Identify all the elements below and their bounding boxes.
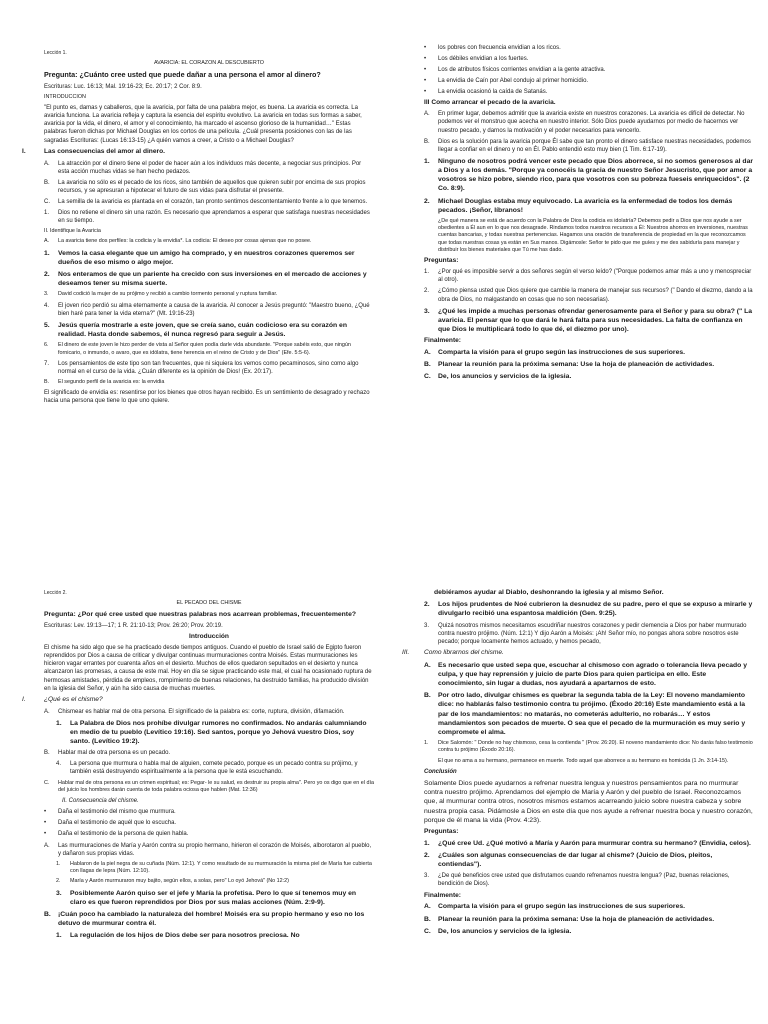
- question-item-text: ¿Qué les impide a muchas personas ofrendar generosamente para el Señor y para su obra? (" La avaricia. El pensar que lo que dará le hará falta para sus necesidades. La falta de confianza en que Dios le multiplicará todo lo que dé, el diezmo por uno).: [438, 307, 753, 333]
- lesson2-section3-list: [424, 661, 754, 765]
- list-item-number: [424, 218, 438, 254]
- list-item: [44, 842, 374, 858]
- list-item-text: La persona que murmura o habla mal de alguien, comete pecado, porque es un pecado contra su prójimo, y también está destruyendo espiritualmente a la persona que le está escuchando.: [70, 761, 358, 776]
- list-item-text: En primer lugar, debemos admitir que la avaricia existe en nuestros corazones. La avaricia es difícil de detectar. No podemos ver el monstruo que acecha en nuestro interior. Sólo Dios puede ayudarnos por medio de hacernos ver nuestro pecado, y darnos la motivación y el poder necesarios para vencerlo.: [438, 111, 745, 134]
- list-item-number: B.: [44, 179, 50, 186]
- list-item: [424, 600, 754, 618]
- question-item-number: 2.: [424, 851, 430, 859]
- bullet-icon: •: [44, 820, 47, 827]
- list-item-text: Jesús quería mostrarle a este joven, que se creía sano, cuán codicioso era su corazón en realidad. Hasta donde sabemos, él nunca regresó para seguir a Jesús.: [58, 321, 347, 339]
- list-item-text: La avaricia tiene dos perfiles: la codicia y la envidia*. La codicia: El deseo por cosas ajenas que no posee.: [58, 238, 312, 245]
- list-item-number: C.: [44, 198, 50, 205]
- list-item: [424, 691, 754, 737]
- list-item: [44, 249, 374, 267]
- list-item-text: Dios es la solución para la avaricia porque Él sabe que tan pronto el dinero satisface nuestras necesidades, podemos llegar a confiar en el dinero y no en Él. Pablo entendió esto muy bien (1 Tim. 6:17-19).: [438, 138, 751, 153]
- list-item: [56, 878, 374, 885]
- list-item: [424, 157, 754, 194]
- list-item-number: A.: [44, 160, 50, 167]
- lesson1-finally-heading: Finalmente:: [424, 337, 462, 345]
- finally-item-text: De, los anuncios y servicios de la iglesia.: [438, 927, 572, 935]
- question-item-text: ¿Cuáles son algunas consecuencias de dar lugar al chisme? (Juicio de Dios, pleitos, contiendas").: [438, 851, 713, 869]
- bullet-item: [424, 44, 754, 52]
- list-item: [44, 291, 374, 298]
- lesson2-section1-list: [44, 708, 374, 794]
- list-item: [44, 910, 374, 928]
- lesson2-section2-continued-list: [424, 600, 754, 646]
- bullet-item-text: los pobres con frecuencia envidian a los ricos.: [438, 45, 561, 51]
- finally-item-number: A.: [424, 903, 431, 911]
- bullet-icon: •: [424, 78, 427, 85]
- lesson2-scriptures: Escrituras: Lev. 19:13—17; 1 R. 21:10-13; Prov. 26:20; Prov. 20:19.: [44, 623, 223, 630]
- question-item-text: ¿De qué beneficios cree usted que disfrutamos cuando refrenamos nuestra lengua? (Paz, buenas relaciones, bendición de Dios).: [438, 873, 730, 888]
- lesson1-section1-heading: I. Las consecuencias del amor al dinero.: [22, 147, 165, 155]
- list-item-number: A.: [424, 111, 430, 118]
- lesson1-scriptures: Escrituras: Luc. 16:13; Mal. 19:16-23; Ec. 20:17; 2 Cor. 8:9.: [44, 83, 202, 90]
- list-item-number: 2.: [44, 271, 50, 279]
- lesson1-column-right: [424, 44, 754, 514]
- list-item: [44, 360, 374, 376]
- lesson1-questions-heading: Preguntas:: [424, 257, 459, 265]
- lesson1-finally-list: [424, 348, 754, 382]
- finally-item: [424, 915, 754, 924]
- question-item: [424, 872, 754, 888]
- list-item-number: B.: [44, 910, 51, 918]
- lesson1-envy-text: El significado de envidia es: resentirse por los bienes que otros hayan recibido. Es un sentimiento de desagrado y rechazo hacia una persona que tiene lo que uno quiere.: [44, 390, 370, 405]
- list-item: [424, 110, 754, 134]
- finally-item-number: A.: [424, 349, 431, 357]
- list-item-text: Los hijos prudentes de Noé cubrieron la desnudez de su padre, pero el que se expuso a mirarle y divulgarlo recibió una espantosa maldición (Gen. 9:25).: [438, 601, 753, 618]
- lesson2-conclusion-heading: Conclusión: [424, 768, 457, 775]
- lesson2-conclusion-text: Solamente Dios puede ayudarnos a refrenar nuestra lengua y nuestros pensamientos para no murmurar contra nuestro prójimo. Aprendamos del ejemplo de María y Aarón y del pueblo de Israel. Reconozcamos que, al murmurar contra otros, nosotros mismos estamos acarreando juicio sobre nuestra cabeza y sobre nuestra propia casa. Pidámosle a Dios en este día que nos ayude a refrenar nuestra boca y nuestro corazón, porque de él mana la vida (Prov. 4:23).: [424, 780, 753, 824]
- list-item-text: La avaricia no sólo es el pecado de los ricos, sino también de aquellos que quieren subir por encima de sus propios recursos, y se apresuran a hipotecar el futuro de sus vidas para disfrutar el presente.: [58, 179, 366, 194]
- list-item-number: C.: [44, 779, 50, 786]
- bullet-item: [424, 55, 754, 63]
- list-item: [424, 138, 754, 154]
- list-item-number: 1.: [56, 860, 61, 867]
- list-item-text: La atracción por el dinero tiene el poder de hacer aún a los individuos más decente, a negociar sus principios. Por esta acción muchas vidas se han hecho pedazos.: [58, 160, 362, 175]
- list-item-number: 1.: [44, 209, 50, 216]
- list-item-text: ¡Cuán poco ha cambiado la naturaleza del hombre! Moisés era su propio hermano y eso no los detuvo de murmurar contra él.: [58, 910, 365, 928]
- list-item: [44, 302, 374, 318]
- lesson1-number: Lección 1.: [44, 50, 67, 56]
- lesson1-title: AVARICIA: EL CORAZON AL DESCUBIERTO: [153, 59, 265, 66]
- list-item-number: 5.: [44, 321, 50, 329]
- list-item-number: 1.: [424, 157, 430, 165]
- list-item: [44, 749, 374, 757]
- lesson2-section3-heading: III. Como librarnos del chisme.: [402, 648, 504, 656]
- lesson1-section2-heading: II. Identifique la Avaricia: [44, 228, 101, 235]
- list-item: [424, 758, 754, 765]
- lesson1-intro-text: "El punto es, damas y caballeros, que la avaricia, por falta de una palabra mejor, es buena. La avaricia es correcta. La avaricia funciona. La avaricia refleja y captura la esencia del espíritu evolutivo. La avaricia en todas sus formas a saber, avaricia por la vida, el dinero, el amor y el conocimiento, ha marcado el ascenso glorioso de la humanidad…" Estas palabras fueron dichas por Michael Douglas en los cortos de una película. ¿Cuál presenta posiciones con las de las sagradas Escrituras: (Lucas 16:13-15) ¿A quién vamos a creer, a Cristo o a Michael Douglas?: [44, 105, 362, 144]
- list-item-number: B.: [424, 692, 431, 700]
- list-item: [44, 179, 374, 195]
- question-item-text: ¿Por qué es imposible servir a dos señores según el verso leído? ("Porque podemos amar más a uno y menospreciar al otro).: [438, 269, 752, 284]
- lesson2-number: Lección 2.: [44, 590, 67, 596]
- list-item-text: El joven rico perdió su alma eternamente a causa de la avaricia. Al conocer a Jesús preguntó: "Maestro bueno, ¿Qué bien haré para tener la vida eterna?" (Mt. 19:16-23): [58, 302, 370, 317]
- lesson1-questions-list: [424, 268, 754, 334]
- list-item-text: Hablar mal de otra persona es un crimen espiritual; es: Pegar- le su salud, es destruir su propia alma". Pero yo os digo que en el día del juicio los hombres darán cuenta de toda palabra ociosa que hablen (Mat. 12:36): [58, 779, 374, 793]
- list-item-number: B.: [424, 138, 430, 145]
- list-item: [424, 661, 754, 689]
- list-item-text: Michael Douglas estaba muy equivocado. La avaricia es la enfermedad de todos los demás pecados. ¡Señor, líbranos!: [438, 197, 733, 214]
- list-item: [56, 889, 374, 907]
- list-item-number: B.: [44, 379, 50, 386]
- list-item: [424, 218, 754, 254]
- bullet-icon: •: [424, 45, 427, 51]
- list-item-text: María y Aarón murmuraron muy bajito, según ellos, a solas, pero" Lo oyó Jehová" (No 12:2): [70, 878, 289, 885]
- list-item-number: 4.: [44, 302, 50, 309]
- list-item-text: Ninguno de nosotros podrá vencer este pecado que Dios aborrece, si no somos generosos al dar a Dios y a los demás. "Porque ya conocéis la gracia de nuestro Señor Jesucristo, que por amor a vosotros se hizo pobre, siendo rico, para que vosotros con su pobreza fueseis enriquecidos". (2 Co. 8:9).: [438, 157, 753, 193]
- finally-item-number: B.: [424, 361, 431, 369]
- list-item-text: Hablar mal de otra persona es un pecado.: [58, 750, 171, 757]
- list-item-text: Los pensamientos de este tipo son tan frecuentes, que ni siquiera los vemos como pecaminosos, sino como algo normal en el curso de la vida. ¿Cuán diferente es la opinión de Dios! (Ex. 20:17).: [58, 360, 359, 375]
- lesson2-section2-list: [44, 842, 374, 941]
- list-item-text: Dice Salomón: " Donde no hay chismoso, cesa la contienda " (Prov. 26:20). El noveno mandamiento dice: No darás falso testimonio contra tu prójimo (Éxodo 20:16).: [438, 740, 753, 754]
- list-item-text: Nos enteramos de que un pariente ha crecido con sus inversiones en el mercado de acciones y deseamos tener su misma suerte.: [58, 271, 367, 288]
- list-item: [424, 197, 754, 215]
- lesson2-column-left: [22, 590, 374, 1024]
- list-item-text: ¿De qué manera se está de acuerdo con la Palabra de Dios la codicia es idolatría? Debemos pedir a Dios que nos ayude a ser obedientes a Él aun en lo que nos desagrade. Rindamos todos nuestros recursos a Él: Nuestros ahorros en inversiones, nuestras cuentas bancarias, y todas nuestras pertenencias. Hagamos una oración de transferencia de propiedad en la que reconozcamos que todas nuestras cosas ya están en Sus manos. Digámosle: Señor te pido que me guíes y me des sabiduría para manejar y distribuir los bienes materiales que Tú me has dado.: [438, 217, 748, 254]
- bullet-item-text: Los débiles envidian a los fuertes.: [438, 56, 529, 63]
- lesson2-questions-list: [424, 839, 754, 889]
- question-item-number: 3.: [424, 307, 430, 315]
- list-item-text: Chismear es hablar mal de otra persona. El significado de la palabra es: corte, ruptura, división, difamación.: [58, 708, 345, 715]
- list-item: [424, 622, 754, 646]
- list-item-number: 4.: [56, 761, 62, 768]
- list-item: [44, 321, 374, 339]
- finally-item-number: B.: [424, 915, 431, 923]
- bullet-item-text: La envidia de Caín por Abel condujo al primer homicidio.: [438, 78, 589, 85]
- lesson1-section3-list: [424, 110, 754, 254]
- list-item: [56, 931, 374, 940]
- lesson1-section3-heading: III Como arrancar el pecado de la avaricia.: [424, 99, 556, 107]
- list-item-text: La Palabra de Dios nos prohíbe divulgar rumores no confirmados. No andarás calumniando en medio de tu pueblo (Levítico 19:16). Sed santos, porque yo Jehová vuestro Dios, soy santo. (Levítico 19:2).: [70, 719, 367, 746]
- list-item-number: A.: [44, 842, 50, 849]
- lesson1-question: Pregunta: ¿Cuánto cree usted que puede dañar a una persona el amor al dinero?: [44, 70, 321, 80]
- lesson1-intro-heading: INTRODUCCION: [44, 93, 86, 100]
- list-item: [44, 238, 374, 245]
- bullet-item-text: La envidia ocasionó la caída de Satanás.: [438, 89, 548, 96]
- bullet-icon: •: [44, 809, 47, 816]
- finally-item-text: Planear la reunión para la próxima semana: Use la hoja de planeación de actividades.: [438, 915, 715, 923]
- list-item-number: A.: [44, 708, 50, 715]
- bullet-icon: •: [424, 89, 427, 96]
- question-item: [424, 268, 754, 284]
- list-item: [56, 861, 374, 876]
- bullet-item-text: Los de atributos físicos corrientes envidian a la gente atractiva.: [438, 67, 606, 74]
- question-item: [424, 839, 754, 848]
- list-item-number: 1.: [56, 719, 62, 727]
- question-item-number: 1.: [424, 839, 430, 847]
- lesson2-finally-list: [424, 902, 754, 936]
- list-item-number: 3.: [56, 889, 62, 897]
- bullet-item: [44, 819, 374, 827]
- list-item-number: 1.: [56, 932, 62, 940]
- list-item-number: 1.: [44, 249, 50, 257]
- bullet-icon: •: [424, 67, 427, 74]
- list-item-number: 1.: [424, 740, 429, 747]
- list-item: [44, 780, 374, 795]
- lesson2-section1-heading: I. ¿Qué es el chisme?: [22, 695, 103, 703]
- list-item-text: El segundo perfil de la avaricia es: la envidia: [58, 379, 165, 386]
- list-item-number: [424, 758, 438, 765]
- question-item-text: ¿Cómo piensa usted que Dios quiere que cambie la manera de manejar sus recursos? (" Dando el diezmo, dando a la obra de Dios, no malgastando en cosas que no son necesarias).: [438, 288, 753, 303]
- list-item: [44, 270, 374, 288]
- bullet-item: [44, 830, 374, 838]
- lesson2-intro-text: El chisme ha sido algo que se ha practicado desde tiempos antiguos. Cuando el pueblo de Israel salió de Egipto fueron reprendidos por Dios a causa de criticar y divulgar continuas murmuraciones contra Moisés. Estas murmuraciones les hicieron vagar errantes por cuarenta años en el desierto. Muchos de ellos quedaron sepultados en el desierto y nunca alcanzaron las promesas, a causa de este mal. Hoy en día se sigue practicando este mal, el cual ha ocasionado ruptura de hermosas amistades, pérdida de empleos, rompimiento de buenas relaciones, ha destruido familias, ha producido división en la iglesia del Señor, y aún ha sido causa de muchas muertes.: [44, 645, 372, 692]
- finally-item-text: De, los anuncios y servicios de la iglesia.: [438, 373, 572, 381]
- list-item-text: Las murmuraciones de María y Aarón contra su propio hermano, hirieron el corazón de Moisés, alborotaron al pueblo, y dañaron sus propias vidas.: [58, 842, 372, 857]
- lesson1-column-left: [22, 50, 374, 510]
- lesson2-question: Pregunta: ¿Por qué cree usted que nuestras palabras nos acarrean problemas, frecuentemente?: [44, 611, 356, 619]
- lesson1-section1-list: [44, 160, 374, 226]
- finally-item-number: C.: [424, 373, 431, 381]
- bullet-item: [44, 808, 374, 816]
- finally-item: [424, 360, 754, 369]
- finally-item: [424, 348, 754, 357]
- finally-item-text: Comparta la visión para el grupo según las instrucciones de sus superiores.: [438, 903, 686, 911]
- finally-item-text: Comparta la visión para el grupo según las instrucciones de sus superiores.: [438, 349, 686, 357]
- list-item: [44, 198, 374, 206]
- list-item-text: Quizá nosotros mismos necesitamos escudriñar nuestros corazones y pedir clemencia a Dios por haber murmurado contra nuestro prójimo. (Núm. 12:1) Y dijo Aarón a Moisés: ¡Ah! Señor mío, no pongas ahora sobre nosotros este pecado; porque locamente hemos actuado, y hemos pecado,: [438, 622, 747, 645]
- lesson2-finally-heading: Finalmente:: [424, 891, 462, 899]
- list-item: [44, 342, 374, 357]
- list-item-text: Por otro lado, divulgar chismes es quebrar la segunda tabla de la Ley: El noveno mandamiento dice: no hablarás falso testimonio contra tu prójimo. (Éxodo 20:16) Este mandamiento está a la par de los mandamientos: no matarás, no cometerás adulterio, no robarás… Y estos mandamientos son pecados de muerte. O sea que el pecado de la murmuración es muy serio y compromete el alma.: [438, 692, 746, 736]
- bullet-item: [424, 77, 754, 85]
- list-item: [424, 740, 754, 755]
- lesson2-consequence-bullets: [44, 808, 374, 838]
- question-item-number: 2.: [424, 288, 430, 295]
- list-item-number: 3.: [424, 622, 430, 629]
- bullet-item-text: Daña el testimonio del mismo que murmura.: [58, 809, 176, 816]
- bullet-item: [424, 88, 754, 96]
- list-item-text: Hablaron de la piel negra de su cuñada (Núm. 12:1). Y como resultado de su murmuración la misma piel de María fue cubierta con llagas de lepra (Núm. 12:10).: [70, 860, 372, 874]
- list-item-text: Vemos la casa elegante que un amigo ha comprado, y en nuestros corazones queremos ser dueños de eso mismo o algo mejor.: [58, 249, 355, 266]
- list-item-number: 2.: [424, 197, 430, 205]
- list-item: [44, 160, 374, 176]
- list-item-number: 6.: [44, 342, 49, 349]
- lesson2-questions-heading: Preguntas:: [424, 827, 459, 835]
- list-item-number: B.: [44, 750, 50, 757]
- list-item: [44, 209, 374, 225]
- lesson2-continued-text: debiéramos ayudar al Diablo, deshonrando la iglesia y al mismo Señor.: [434, 589, 664, 596]
- list-item-number: 3.: [44, 291, 49, 298]
- bullet-item: [424, 66, 754, 74]
- lesson1-section2-list: [44, 238, 374, 386]
- list-item-text: La semilla de la avaricia es plantada en el corazón, tan pronto sentimos descontentamiento frente a lo que tenemos.: [58, 198, 368, 205]
- question-item-number: 3.: [424, 873, 430, 880]
- list-item-text: Dios no retiene el dinero sin una razón. Es necesario que aprendamos a esperar que satisfaga nuestras necesidades en su tiempo.: [58, 209, 370, 225]
- lesson2-column-right: [402, 588, 754, 1024]
- lesson2-section2-heading: II. Consecuencia del chisme.: [62, 798, 139, 805]
- list-item-number: A.: [424, 661, 431, 669]
- question-item: [424, 307, 754, 335]
- list-item-text: David codició la mujer de su prójimo y recibió a cambio tormento personal y ruptura familiar.: [58, 291, 278, 298]
- question-item-text: ¿Qué cree Ud. ¿Qué motivó a María y Aarón para murmurar contra su hermano? (Envidia, celos).: [438, 839, 751, 847]
- list-item: [44, 708, 374, 716]
- question-item: [424, 851, 754, 869]
- finally-item: [424, 902, 754, 911]
- list-item-number: A.: [44, 238, 50, 245]
- finally-item-number: C.: [424, 927, 431, 935]
- list-item: [56, 719, 374, 747]
- question-item-number: 1.: [424, 269, 430, 276]
- bullet-icon: •: [424, 56, 427, 63]
- finally-item: [424, 927, 754, 936]
- finally-item: [424, 372, 754, 381]
- list-item-text: La regulación de los hijos de Dios debe ser para nosotros preciosa. No: [70, 932, 300, 940]
- question-item: [424, 287, 754, 303]
- lesson2-title: EL PECADO DEL CHISME: [176, 599, 242, 606]
- list-item-text: El que no ama a su hermano, permanece en muerte. Todo aquel que aborrece a su hermano es homicida (1 Jn. 3:14-15).: [438, 757, 729, 764]
- lesson2-intro-heading: Introducción: [189, 633, 229, 641]
- bullet-item-text: Daña el testimonio de aquél que lo escucha.: [58, 820, 177, 827]
- list-item-number: 7.: [44, 360, 50, 367]
- list-item: [56, 760, 374, 776]
- bullet-item-text: Daña el testimonio de la persona de quien habla.: [58, 831, 189, 838]
- list-item-number: 2.: [424, 601, 430, 609]
- bullet-icon: •: [44, 831, 47, 838]
- list-item-text: Posiblemente Aarón quiso ser el jefe y María la profetisa. Pero lo que sí tenemos muy en claro es que fueron reprendidos por Dios por sus malas acciones (Núm. 2:9-9).: [70, 889, 357, 906]
- lesson1-envy-bullets: [424, 44, 754, 96]
- list-item-text: Es necesario que usted sepa que, escuchar al chismoso con agrado o tolerancia lleva pecado y culpa, y que hay reprensión y juicio de parte Dios para quien participa en ello. Este conocimiento, sin lugar a dudas, nos ayudará a apartarnos de esto.: [438, 661, 747, 688]
- list-item: [44, 379, 374, 386]
- list-item-number: 2.: [56, 878, 61, 885]
- finally-item-text: Planear la reunión para la próxima semana: Use la hoja de planeación de actividades.: [438, 361, 715, 369]
- list-item-text: El dinero de este joven le hizo perder de vista al Señor quien podía darle vida abundante. "Porque sabéis esto, que ningún fornicario, o inmundo, o avaro, que es idólatra, tiene herencia en el reino de Cristo y de Dios" (Efe. 5:5-6).: [58, 342, 351, 356]
